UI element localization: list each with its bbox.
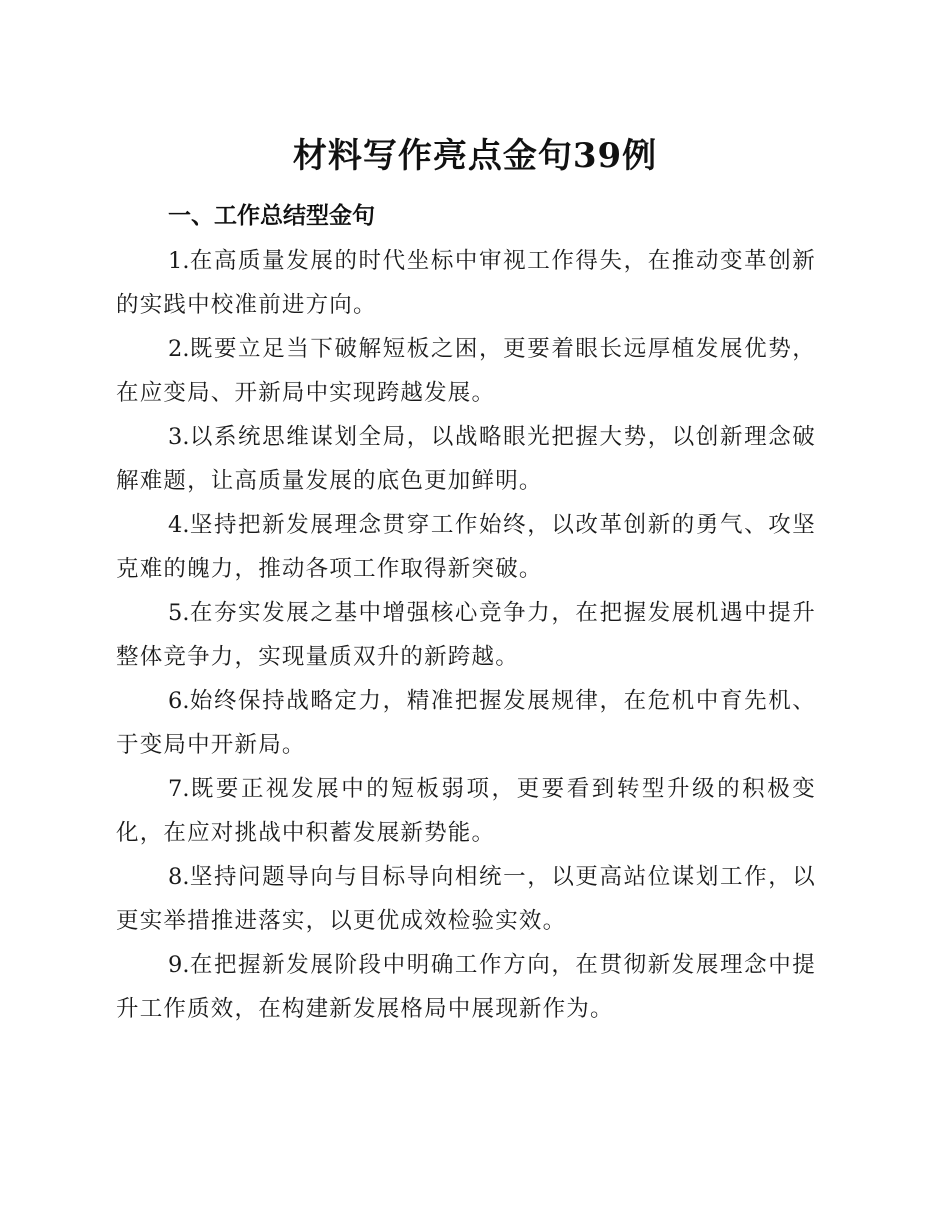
item-number: 5. — [168, 600, 190, 626]
item-text: 以系统思维谋划全局，以战略眼光把握大势，以创新理念破解难题，让高质量发展的底色更加鲜明。 — [116, 424, 816, 494]
item-text: 在高质量发展的时代坐标中审视工作得失，在推动变革创新的实践中校准前进方向。 — [116, 248, 816, 318]
list-item — [116, 503, 816, 591]
list-item — [116, 591, 816, 679]
document-title: 材料写作亮点金句39例 — [292, 136, 658, 176]
item-text: 既要立足当下破解短板之困，更要着眼长远厚植发展优势，在应变局、开新局中实现跨越发展。 — [116, 336, 816, 406]
item-number: 3. — [168, 424, 190, 450]
list-item — [116, 679, 816, 767]
list-item — [116, 767, 816, 855]
item-text: 在夯实发展之基中增强核心竞争力，在把握发展机遇中提升整体竞争力，实现量质双升的新跨越。 — [116, 600, 816, 670]
item-text: 在把握新发展阶段中明确工作方向，在贯彻新发展理念中提升工作质效，在构建新发展格局中展现新作为。 — [116, 952, 816, 1022]
list-item — [116, 415, 816, 503]
list-item — [116, 239, 816, 327]
section-heading: 一、工作总结型金句 — [168, 203, 375, 229]
item-text: 坚持问题导向与目标导向相统一，以更高站位谋划工作，以更实举措推进落实，以更优成效检验实效。 — [116, 864, 816, 934]
item-list — [116, 239, 816, 1031]
item-number: 8. — [168, 864, 190, 890]
item-number: 4. — [168, 512, 190, 538]
item-number: 1. — [168, 248, 190, 274]
item-number: 7. — [168, 776, 190, 802]
list-item — [116, 855, 816, 943]
list-item — [116, 327, 816, 415]
item-text: 坚持把新发展理念贯穿工作始终，以改革创新的勇气、攻坚克难的魄力，推动各项工作取得新突破。 — [116, 512, 816, 582]
item-text: 既要正视发展中的短板弱项，更要看到转型升级的积极变化，在应对挑战中积蓄发展新势能。 — [116, 776, 816, 846]
item-number: 6. — [168, 688, 190, 714]
item-number: 9. — [168, 952, 190, 978]
item-text: 始终保持战略定力，精准把握发展规律，在危机中育先机、于变局中开新局。 — [116, 688, 816, 758]
list-item — [116, 943, 816, 1031]
item-number: 2. — [168, 336, 190, 362]
